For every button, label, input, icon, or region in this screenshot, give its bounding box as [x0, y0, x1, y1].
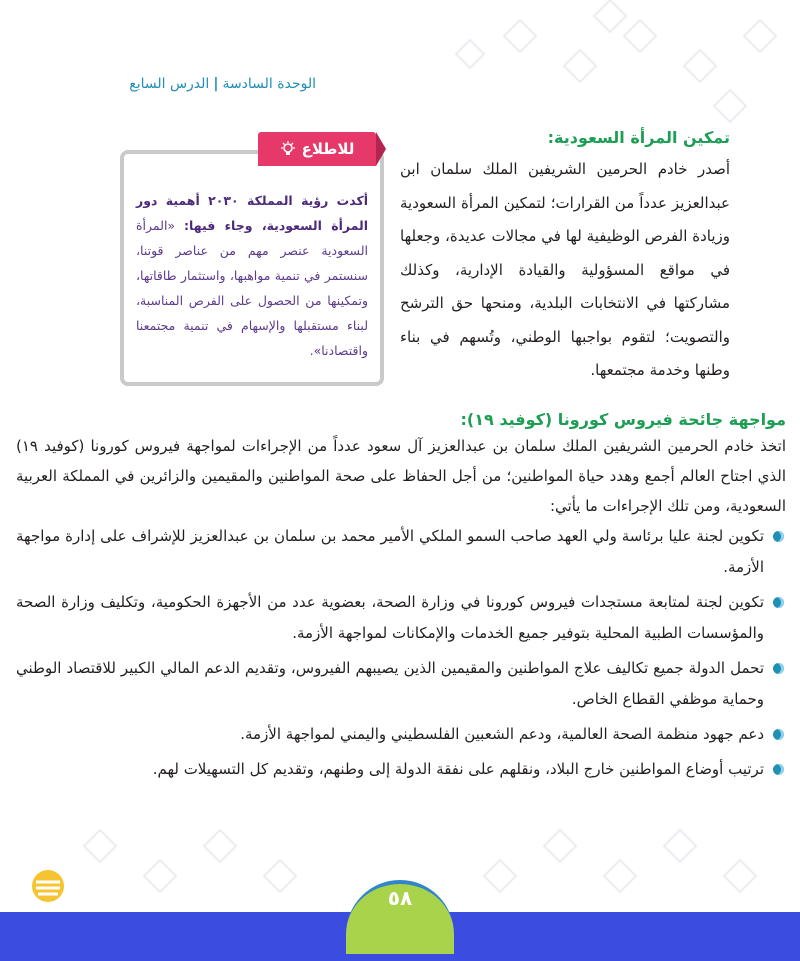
- bullet-icon: [773, 663, 784, 674]
- page-number: ٥٨: [387, 886, 413, 910]
- info-tag: [258, 132, 376, 166]
- list-item: [16, 587, 786, 649]
- info-card-quote: «المرأة السعودية عنصر مهم من عناصر قوتنا، سنستمر في تنمية مواهبها، واستثمار طاقاتها، وتمكينها من الحصول على الفرص المناسبة، لبناء مستقبلها والإسهام في تنمية مجتمعنا واقتصادنا».: [136, 218, 368, 358]
- measures-list: [16, 521, 786, 785]
- bullet-icon: [773, 531, 784, 542]
- bullet-icon: [773, 764, 784, 775]
- list-item: [16, 754, 786, 785]
- section1-title: تمكين المرأة السعودية:: [547, 128, 730, 147]
- info-card-body: [136, 188, 368, 363]
- list-item-text: ترتيب أوضاع المواطنين خارج البلاد، ونقلهم على نفقة الدولة إلى وطنهم، وتقديم كل التسهيلات لهم.: [152, 760, 764, 778]
- section2-title: مواجهة جائحة فيروس كورونا (كوفيد ١٩):: [460, 410, 786, 429]
- list-item: [16, 719, 786, 750]
- info-card: [120, 140, 384, 386]
- lightbulb-icon: [280, 141, 296, 157]
- list-item-text: تحمل الدولة جميع تكاليف علاج المواطنين والمقيمين الذين يصيبهم الفيروس، وتقديم الدعم المالي الكبير للاقتصاد الوطني وحماية موظفي القطاع الخاص.: [16, 659, 764, 708]
- list-item: [16, 521, 786, 583]
- header-lesson: الدرس السابع: [129, 76, 210, 92]
- bullet-icon: [773, 729, 784, 740]
- section2-intro: اتخذ خادم الحرمين الشريفين الملك سلمان بن عبدالعزيز آل سعود عدداً من الإجراءات لمواجهة فيروس كورونا (كوفيد ١٩) الذي اجتاح العالم أجمع وهدد حياة المواطنين؛ من أجل الحفاظ على صحة المواطنين والمقيمين والزائرين في المملكة العربية السعودية، ومن تلك الإجراءات ما يأتي:: [16, 437, 786, 515]
- section-women-empowerment: [400, 128, 730, 388]
- publisher-logo-icon: [26, 866, 70, 906]
- list-item-text: تكوين لجنة عليا برئاسة ولي العهد صاحب السمو الملكي الأمير محمد بن سلمان بن عبدالعزيز للإشراف على إدارة مواجهة الأزمة.: [16, 527, 764, 576]
- running-header: [16, 76, 316, 92]
- list-item: [16, 653, 786, 715]
- list-item-text: دعم جهود منظمة الصحة العالمية، ودعم الشعبين الفلسطيني واليمني لمواجهة الأزمة.: [240, 725, 764, 743]
- section-covid-response: [16, 410, 786, 789]
- list-item-text: تكوين لجنة لمتابعة مستجدات فيروس كورونا في وزارة الصحة، بعضوية عدد من الأجهزة الحكومية، وتكليف وزارة الصحة والمؤسسات الطبية المحلية بتوفير جميع الخدمات والإمكانات لمواجهة الأزمة.: [16, 593, 764, 642]
- info-card-lead: أكدت رؤية المملكة ٢٠٣٠ أهمية دور المرأة السعودية، وجاء فيها:: [136, 193, 368, 233]
- bullet-icon: [773, 597, 784, 608]
- header-unit: الوحدة السادسة: [222, 76, 316, 92]
- section1-body: أصدر خادم الحرمين الشريفين الملك سلمان ابن عبدالعزيز عدداً من القرارات؛ لتمكين المرأة السعودية وزيادة الفرص الوظيفية لها في مجالات عديدة، وجعلها في مواقع المسؤولية والقيادة الإدارية، وكذلك مشاركتها في الانتخابات البلدية، ومنحها حق الترشح والتصويت؛ لتقوم بواجبها الوطني، وتُسهم في بناء وطنها وخدمة مجتمعها.: [400, 160, 730, 379]
- info-tag-label: للاطلاع: [301, 140, 355, 158]
- header-separator: |: [213, 76, 219, 92]
